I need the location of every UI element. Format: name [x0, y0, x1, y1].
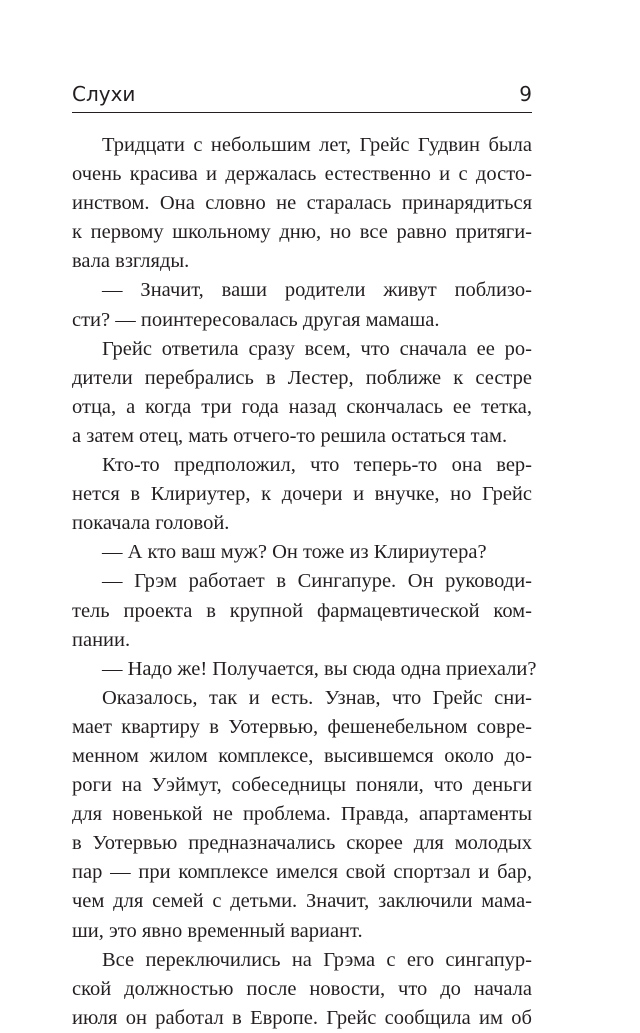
- text-line: а затем отец, мать отчего-то решила остаться там.: [72, 424, 508, 447]
- header-rule: [72, 112, 532, 113]
- body-text: [72, 131, 537, 1033]
- text-line: Кто-то предположил, что теперь-то она вер-: [102, 454, 532, 477]
- text-line: — А кто ваш муж? Он тоже из Клириутера?: [102, 541, 487, 564]
- text-line: ши, это явно временный вариант.: [72, 919, 363, 942]
- text-line: покачала головой.: [72, 512, 230, 535]
- text-line: ской должностью после новости, что до начала: [72, 977, 532, 1000]
- text-line: менном жилом комплексе, высившемся около до-: [72, 744, 532, 767]
- text-line: Все переключились на Грэма с его сингапур-: [102, 948, 532, 971]
- text-line: пар — при комплексе имелся свой спортзал и бар,: [72, 861, 532, 884]
- text-line: Тридцати с небольшим лет, Грейс Гудвин была: [102, 134, 532, 156]
- text-line: тель проекта в крупной фармацевтической ком-: [72, 599, 532, 622]
- running-title: Слухи: [72, 82, 136, 106]
- text-line: — Грэм работает в Сингапуре. Он руководи-: [102, 570, 532, 593]
- text-line: — Значит, ваши родители живут поблизо-: [102, 279, 532, 302]
- text-line: мает квартиру в Уотервью, фешенебельном совре-: [72, 715, 532, 738]
- text-line: Грейс ответила сразу всем, что сначала ее ро-: [102, 337, 532, 360]
- text-line: дители перебрались в Лестер, поближе к сестре: [72, 366, 532, 389]
- text-line: инством. Она словно не старалась принарядиться: [72, 192, 532, 215]
- text-line: очень красива и держалась естественно и с досто-: [72, 163, 532, 186]
- text-line: роги на Уэймут, собеседницы поняли, что деньги: [72, 774, 532, 797]
- page-number: 9: [519, 82, 532, 106]
- text-line: в Уотервью предназначались скорее для молодых: [72, 832, 532, 855]
- text-line: вала взгляды.: [72, 250, 190, 273]
- text-line: — Надо же! Получается, вы сюда одна приехали?: [102, 657, 537, 680]
- text-line: Оказалось, так и есть. Узнав, что Грейс сни-: [102, 686, 532, 709]
- text-line: к первому школьному дню, но все равно притяги-: [72, 221, 532, 244]
- text-line: отца, а когда три года назад скончалась ее тетка,: [72, 395, 532, 418]
- text-line: чем для семей с детьми. Значит, заключили мама-: [72, 890, 532, 913]
- text-line: сти? — поинтересовалась другая мамаша.: [72, 308, 440, 331]
- text-line: июля он работал в Европе. Грейс сообщила им об: [72, 1006, 532, 1029]
- text-line: нется в Клириутер, к дочери и внучке, но Грейс: [72, 483, 532, 506]
- running-header: [72, 82, 532, 112]
- text-line: для новенькой не проблема. Правда, апартаменты: [72, 803, 532, 826]
- text-line: пании.: [72, 628, 131, 651]
